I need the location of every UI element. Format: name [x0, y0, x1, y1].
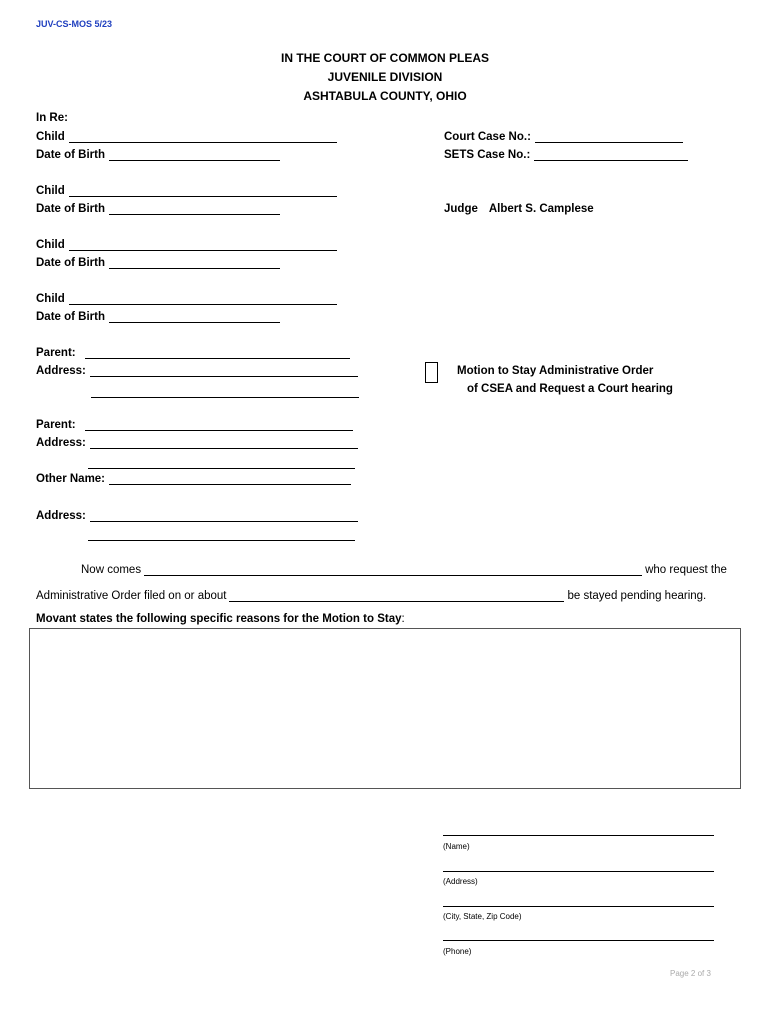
address-line[interactable] — [443, 871, 714, 872]
movant-states-heading: Movant states the following specific reasons for the Motion to Stay: — [36, 613, 405, 625]
page-number: Page 2 of 3 — [670, 969, 711, 978]
parent-1-address-line-2[interactable] — [91, 397, 359, 398]
city-state-zip-line[interactable] — [443, 906, 714, 907]
name-label: (Name) — [443, 842, 470, 851]
reasons-textbox[interactable] — [29, 628, 741, 789]
court-title: IN THE COURT OF COMMON PLEAS — [281, 51, 489, 65]
name-line[interactable] — [443, 835, 714, 836]
motion-title-line-1: Motion to Stay Administrative Order — [457, 365, 654, 377]
admin-order-sentence[interactable]: Administrative Order filed on or about be stayed pending hearing. — [36, 590, 707, 602]
motion-checkbox[interactable] — [425, 362, 438, 383]
form-id: JUV-CS-MOS 5/23 — [36, 19, 113, 29]
child-2-dob-field[interactable]: Date of Birth — [36, 203, 280, 215]
in-re-label: In Re: — [36, 112, 68, 124]
child-3-field[interactable]: Child — [36, 239, 337, 251]
court-county: ASHTABULA COUNTY, OHIO — [303, 89, 467, 103]
court-division: JUVENILE DIVISION — [327, 70, 443, 84]
now-comes-sentence[interactable]: Now comes who request the — [81, 564, 727, 576]
phone-label: (Phone) — [443, 947, 472, 956]
judge-line: Judge Albert S. Camplese — [444, 203, 594, 215]
phone-line[interactable] — [443, 940, 714, 941]
child-2-field[interactable]: Child — [36, 185, 337, 197]
other-name-field[interactable]: Other Name: — [36, 473, 351, 485]
parent-1-address-field[interactable]: Address: — [36, 365, 358, 377]
motion-title-line-2: of CSEA and Request a Court hearing — [467, 383, 673, 395]
city-state-zip-label: (City, State, Zip Code) — [443, 912, 522, 921]
child-4-field[interactable]: Child — [36, 293, 337, 305]
address-label: (Address) — [443, 877, 478, 886]
parent-2-address-line-2[interactable] — [88, 468, 355, 469]
parent-1-field[interactable]: Parent: — [36, 347, 350, 359]
parent-2-field[interactable]: Parent: — [36, 419, 353, 431]
sets-case-field[interactable]: SETS Case No.: — [444, 149, 688, 161]
parent-2-address-field[interactable]: Address: — [36, 437, 358, 449]
other-address-field[interactable]: Address: — [36, 510, 358, 522]
child-1-dob-field[interactable]: Date of Birth — [36, 149, 280, 161]
court-case-field[interactable]: Court Case No.: — [444, 131, 683, 143]
child-4-dob-field[interactable]: Date of Birth — [36, 311, 280, 323]
child-3-dob-field[interactable]: Date of Birth — [36, 257, 280, 269]
child-1-field[interactable]: Child — [36, 131, 337, 143]
other-address-line-2[interactable] — [88, 540, 355, 541]
